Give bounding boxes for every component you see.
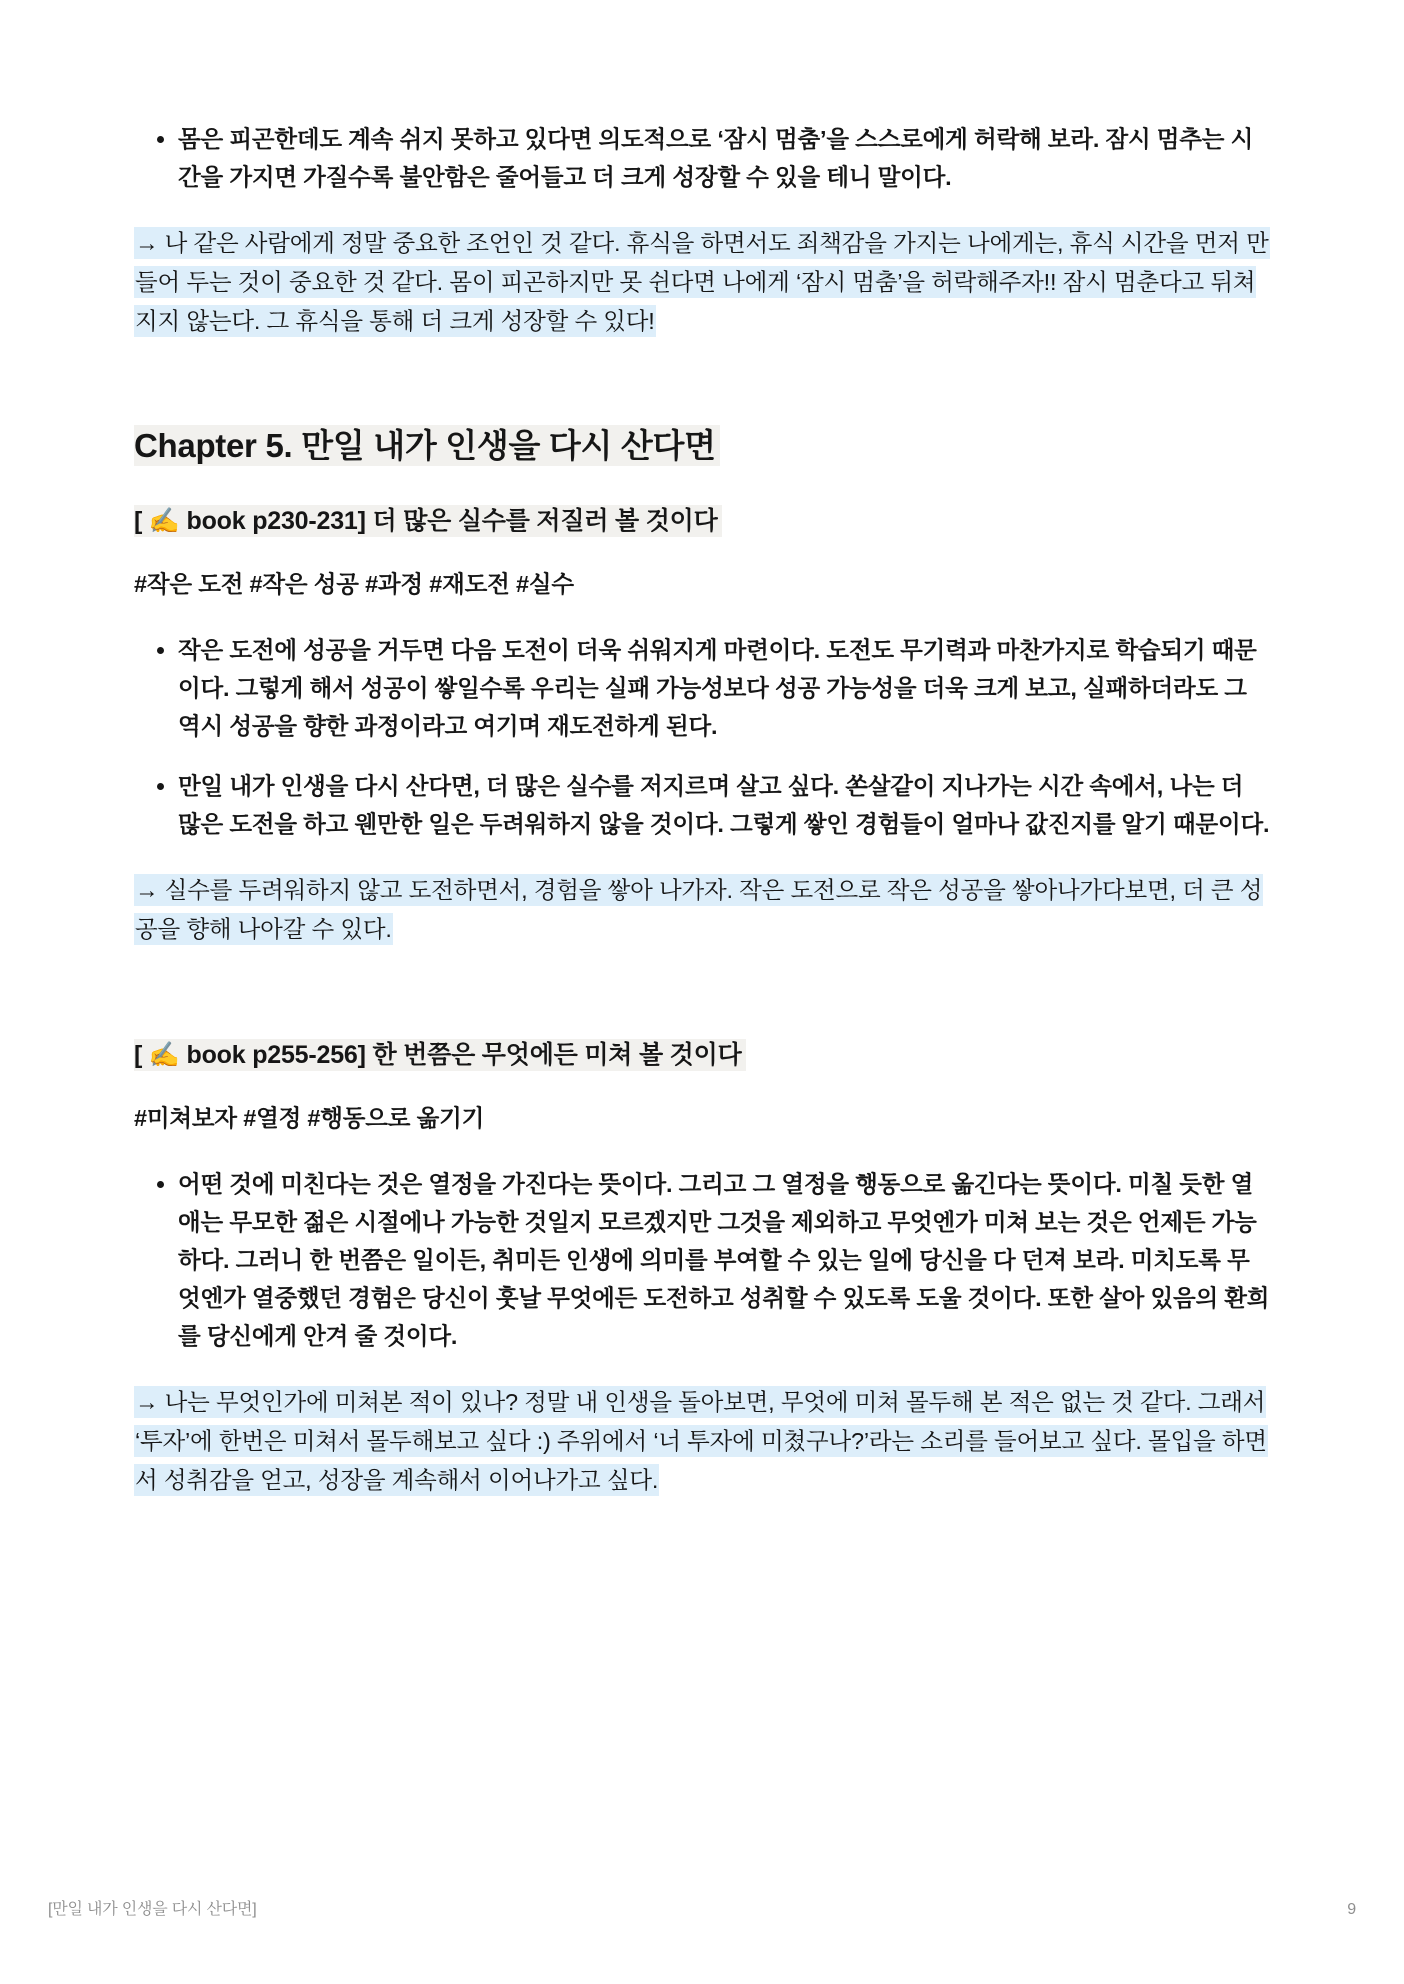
intro-note-text: → 나 같은 사람에게 정말 중요한 조언인 것 같다. 휴식을 하면서도 죄책감을 가지는 나에게는, 휴식 시간을 먼저 만들어 두는 것이 중요한 것 같다. 몸이 피곤하지만 못 쉰다면 나에게 ‘잠시 멈춤’을 허락해주자!! 잠시 멈춘다고 뒤쳐지지 않는다. 그 휴식을 통해 더 크게 성장할 수 있다! xyxy=(134,227,1270,337)
section-tags-2: #미쳐보자 #열정 #행동으로 옮기기 xyxy=(134,1105,485,1131)
section-2-note xyxy=(134,1383,1270,1500)
section-header-2-text: [ ✍️ book p255-256] 한 번쯤은 무엇에든 미쳐 볼 것이다 xyxy=(134,1039,746,1071)
chapter-title-text: Chapter 5. 만일 내가 인생을 다시 산다면 xyxy=(134,425,720,466)
page-footer xyxy=(48,1896,1356,1919)
chapter-title xyxy=(134,421,1270,471)
intro-note xyxy=(134,224,1270,341)
intro-bullet-item: • 몸은 피곤한데도 계속 쉬지 못하고 있다면 의도적으로 ‘잠시 멈춤’을 스스로에게 허락해 보라. 잠시 멈추는 시간을 가지면 가질수록 불안함은 줄어들고 더 크게 성장할 수 있을 테니 말이다. xyxy=(178,120,1270,196)
section-header-1-text: [ ✍️ book p230-231] 더 많은 실수를 저질러 볼 것이다 xyxy=(134,505,722,537)
page-number: 9 xyxy=(1347,1901,1356,1918)
intro-bullet-list xyxy=(134,120,1270,196)
section-1-note-text: → 실수를 두려워하지 않고 도전하면서, 경험을 쌓아 나가자. 작은 도전으로 작은 성공을 쌓아나가다보면, 더 큰 성공을 향해 나아갈 수 있다. xyxy=(134,874,1263,945)
section-tags-1: #작은 도전 #작은 성공 #과정 #재도전 #실수 xyxy=(134,571,574,597)
section-2-bullet-list xyxy=(134,1165,1270,1355)
section-1-note xyxy=(134,871,1270,949)
section-1-bullet-list xyxy=(134,631,1270,843)
bullet-item: • 만일 내가 인생을 다시 산다면, 더 많은 실수를 저지르며 살고 싶다. 쏜살같이 지나가는 시간 속에서, 나는 더 많은 도전을 하고 웬만한 일은 두려워하지 않을 것이다. 그렇게 쌓인 경험들이 얼마나 값진지를 알기 때문이다. xyxy=(178,767,1270,843)
footer-document-title: [만일 내가 인생을 다시 산다면] xyxy=(48,1901,257,1918)
section-header-1 xyxy=(134,501,1270,541)
bullet-item: • 작은 도전에 성공을 거두면 다음 도전이 더욱 쉬워지게 마련이다. 도전도 무기력과 마찬가지로 학습되기 때문이다. 그렇게 해서 성공이 쌓일수록 우리는 실패 가능성보다 성공 가능성을 더욱 크게 보고, 실패하더라도 그 역시 성공을 향한 과정이라고 여기며 재도전하게 된다. xyxy=(178,631,1270,745)
document-page xyxy=(134,0,1270,1500)
section-header-2 xyxy=(134,1035,1270,1075)
section-2-note-text: → 나는 무엇인가에 미쳐본 적이 있나? 정말 내 인생을 돌아보면, 무엇에 미쳐 몰두해 본 적은 없는 것 같다. 그래서 ‘투자’에 한번은 미쳐서 몰두해보고 싶다 :) 주위에서 ‘너 투자에 미쳤구나?’라는 소리를 들어보고 싶다. 몰입을 하면서 성취감을 얻고, 성장을 계속해서 이어나가고 싶다. xyxy=(134,1386,1268,1496)
bullet-item: • 어떤 것에 미친다는 것은 열정을 가진다는 뜻이다. 그리고 그 열정을 행동으로 옮긴다는 뜻이다. 미칠 듯한 열애는 무모한 젊은 시절에나 가능한 것일지 모르겠지만 그것을 제외하고 무엇엔가 미쳐 보는 것은 언제든 가능하다. 그러니 한 번쯤은 일이든, 취미든 인생에 의미를 부여할 수 있는 일에 당신을 다 던져 보라. 미치도록 무엇엔가 열중했던 경험은 당신이 훗날 무엇에든 도전하고 성취할 수 있도록 도울 것이다. 또한 살아 있음의 환희를 당신에게 안겨 줄 것이다. xyxy=(178,1165,1270,1355)
